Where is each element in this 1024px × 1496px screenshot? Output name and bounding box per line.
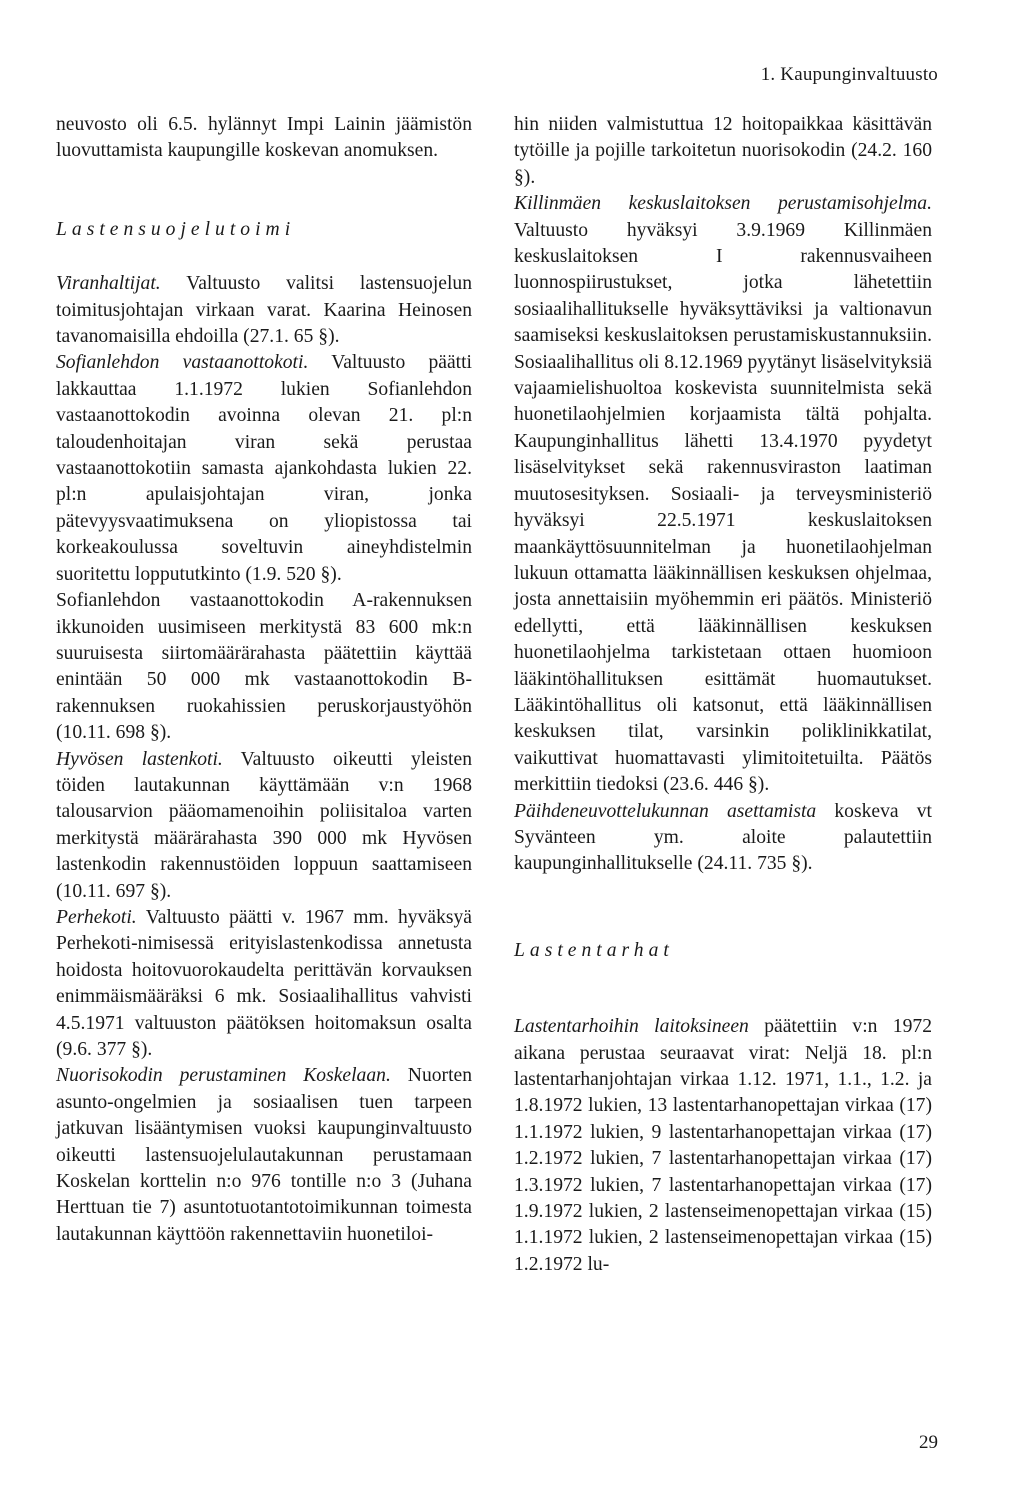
paragraph-killinmaki: [514, 191, 932, 798]
paragraph-lead: Sofianlehdon vastaanottokoti.: [56, 352, 309, 374]
paragraph-lead: Nuorisokodin perustaminen Koskelaan.: [56, 1065, 391, 1087]
paragraph-nuorisokoti: [56, 1063, 472, 1248]
paragraph-text: Valtuusto oikeutti yleisten töiden lautakunnan käyttämään v:n 1968 talousarvion pääomamenoihin poliisitaloa varten merkitystä määrärahasta 390 000 mk Hyvösen lastenkodin rakennustöiden loppuun saattamiseen (10.11. 697 §).: [56, 748, 472, 902]
paragraph-hyvosen-lastenkoti: [56, 747, 472, 905]
paragraph-text: Valtuusto päätti v. 1967 mm. hyväksyä Perhekoti-nimisessä erityislastenkodissa annetusta hoidosta hoitovuorokaudelta perittävän korvauksen enimmäismääräksi 6 mk. Sosiaalihallitus vahvisti 4.5.1971 valtuuston päätöksen hoitomaksun osalta (9.6. 377 §).: [56, 906, 472, 1060]
paragraph-text: päätettiin v:n 1972 aikana perustaa seuraavat virat: Neljä 18. pl:n lastentarhanjohtajan virkaa 1.12. 1971, 1.1., 1.2. ja 1.8.1972 lukien, 13 lastentarhanopettajan virkaa (17) 1.1.1972 lukien, 9 lastentarhanopettajan virkaa (17) 1.2.1972 lukien, 7 lastentarhanopettajan virkaa (17) 1.3.1972 lukien, 7 lastentarhanopettajan virkaa (17) 1.9.1972 lukien, 2 lastenseimenopettajan virkaa (15) 1.1.1972 lukien, 2 lastenseimenopettajan virkaa (15) 1.2.1972 lu-: [514, 1016, 932, 1275]
paragraph-lead: Perhekoti.: [56, 906, 137, 928]
paragraph-lead: Lastentarhoihin laitoksineen: [514, 1016, 749, 1038]
intro-paragraph: neuvosto oli 6.5. hylännyt Impi Lainin jäämistön luovuttamista kaupungille koskevan anomuksen.: [56, 114, 472, 162]
paragraph-viranhaltijat: [56, 271, 472, 350]
paragraph-lead: Killinmäen keskuslaitoksen perustamisohjelma.: [514, 193, 932, 215]
paragraph-lead: Hyvösen lastenkoti.: [56, 748, 223, 770]
paragraph-lastentarhoihin: [514, 1014, 932, 1278]
paragraph-text: Valtuusto hyväksyi 3.9.1969 Killinmäen keskuslaitoksen I rakennusvaiheen luonnospiirustukset, jotka lähetettiin sosiaalihallitukselle hyväksyttäviksi ja valtionavun saamiseksi keskuslaitoksen perustamiskustannuksiin. Sosiaalihallitus oli 8.12.1969 pyytänyt lisäselvityksiä vajaamielishuoltoa koskevista suunnitelmista sekä huonetilaohjelmien korjaamista tältä pohjalta. Kaupunginhallitus lähetti 13.4.1970 pyydetyt lisäselvitykset sekä rakennusviraston laatiman muutosesityksen. Sosiaali- ja terveysministeriö hyväksyi 22.5.1971 keskuslaitoksen maankäyttösuunnitelman ja huonetilaohjelman lukuun ottamatta lääkinnällisen keskuksen ohjelmaa, josta annettaisiin myöhemmin eri päätös. Ministeriö edellytti, että lääkinnällisen keskuksen huonetilaohjelma tarkistetaan ottaen huomioon lääkintöhallituksen esittämät huomautukset. Lääkintöhallitus oli katsonut, että lääkinnällisen keskuksen tilat, varsinkin poliklinikkatilat, vaikuttivat huomattavasti ylimitoitetuilta. Päätös merkittiin tiedoksi (23.6. 446 §).: [514, 219, 932, 796]
paragraph-sofianlehdon-vastaanottokoti: [56, 350, 472, 588]
page-number: 29: [919, 1432, 938, 1453]
section-heading-lastentarhat: Lastentarhat: [514, 939, 674, 961]
paragraph-text: Valtuusto valitsi lastensuojelun toimitusjohtajan virkaan varat. Kaarina Heinosen tavanomaisilla ehdoilla (27.1. 65 §).: [56, 273, 472, 348]
right-column: [514, 112, 932, 1278]
paragraph-text: Valtuusto päätti lakkauttaa 1.1.1972 lukien Sofianlehdon vastaanottokodin avoinna olevan 21. pl:n taloudenhoitajan viran sekä perustaa vastaanottokotiin samasta ajankohdasta lukien 22. pl:n apulaisjohtajan viran, jonka pätevyysvaatimuksena on yliopistossa tai korkeakoulussa soveltuvin aineyhdistelmin suoritettu loppututkinto (1.9. 520 §).: [56, 352, 472, 585]
paragraph-text: Nuorten asunto-ongelmien ja sosiaalisen tuen tarpeen jatkuvan lisääntymisen vuoksi kaupunginvaltuusto oikeutti lastensuojelulautakunnan perustamaan Koskelan korttelin n:o 976 tontille n:o 3 (Juhana Herttuan tie 7) asuntotuotantotoimikunnan toimesta lautakunnan käyttöön rakennettaviin huonetiloi-: [56, 1065, 473, 1245]
paragraph-paihdeneuvottelukunta: [514, 799, 932, 878]
paragraph-perhekoti: [56, 905, 472, 1063]
paragraph-text: koskeva vt Syvänteen ym. aloite palautettiin kaupunginhallitukselle (24.11. 735 §).: [514, 800, 932, 875]
continuation-paragraph: hin niiden valmistuttua 12 hoitopaikkaa käsittävän tytöille ja pojille tarkoitetun nuorisokodin (24.2. 160 §).: [514, 114, 932, 188]
paragraph-lead: Viranhaltijat.: [56, 273, 161, 295]
running-head: 1. Kaupunginvaltuusto: [760, 64, 938, 85]
paragraph-sofianlehdon-rakennus: Sofianlehdon vastaanottokodin A-rakennuksen ikkunoiden uusimiseen merkitystä 83 600 mk:n suuruisesta siirtomäärärahasta päätettiin käyttää enintään 50 000 mk vastaanottokodin B-rakennuksen ruokahissien peruskorjaustyöhön (10.11. 698 §).: [56, 590, 472, 744]
section-heading-lastensuojelutoimi: Lastensuojelutoimi: [56, 218, 296, 240]
paragraph-lead: Päihdeneuvottelukunnan asettamista: [514, 800, 817, 822]
left-column: [56, 112, 472, 1248]
